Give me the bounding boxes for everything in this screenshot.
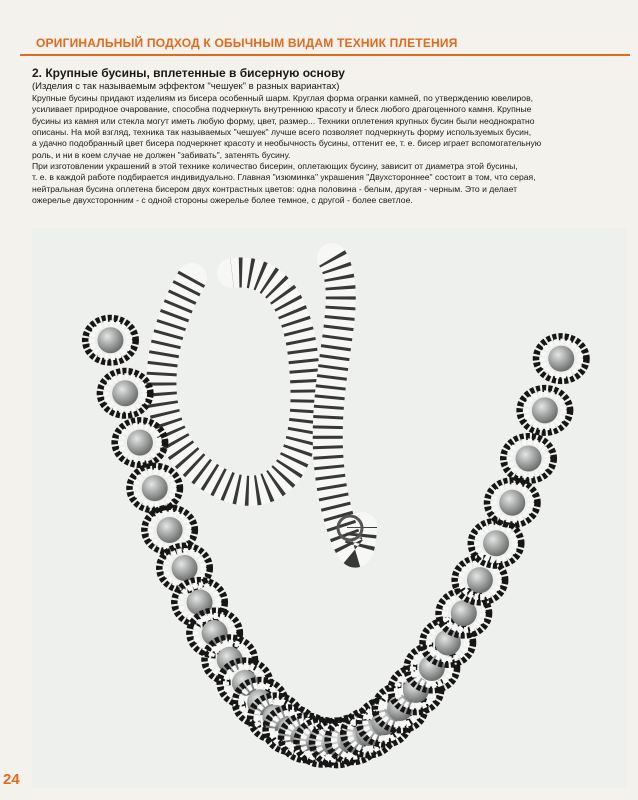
gray-bead [142, 475, 168, 501]
bead-scale [130, 466, 180, 510]
bead-scale [504, 436, 554, 480]
paragraph-intro: Крупные бусины придают изделиям из бисера особенный шарм. Круглая форма огранки камней, по утверждению ювелиров, усиливает природное очарование, способна подчеркнуть внутреннюю красоту и блеск любого драгоценного камня. Крупные бусины из камня или стекла могут иметь любую форму, цвет, размер... Техники оплетения крупных бусин были неоднократно описаны. На мой взгляд, техника так называемых "чешуек" лучше всего позволяет подчеркнуть форму используемых бусин, а удачно подобранный цвет бисера подчеркнет красоту и необычность бусины, оттенит ее, т. е. бисер играет вспомогательную роль, и ни в коем случае не должен "забивать", затенять бусину. [32, 93, 542, 160]
gray-bead [157, 517, 183, 543]
article-body [32, 93, 612, 206]
gray-bead [483, 530, 509, 556]
bead-scale [520, 388, 570, 432]
bead-scale [145, 508, 195, 552]
gray-bead [112, 380, 138, 406]
gray-bead [97, 327, 123, 353]
necklace-photo [32, 228, 626, 788]
section-heading: 2. Крупные бусины, вплетенные в бисерную основу [32, 66, 345, 80]
bead-scale [115, 421, 165, 465]
bead-scale [471, 521, 521, 565]
header-divider [20, 54, 630, 56]
gray-bead [127, 430, 153, 456]
gray-bead [419, 655, 445, 681]
gray-bead [467, 567, 493, 593]
bead-scale [536, 337, 586, 381]
bead-scale [85, 318, 135, 362]
bead-scale [487, 481, 537, 525]
gray-bead [499, 490, 525, 516]
paragraph-technique: При изготовлении украшений в этой технике количество бисерин, оплетающих бусину, зависит от диаметра этой бусины, т. е. в каждой работе подбирается индивидуально. Главная "изюминка" украшения "Двухстороннее" состоит в том, что серая, нейтральная бусина оплетена бисером двух контрастных цветов: одна половина - белым, другая - черным. Это и делает ожерелье двухсторонним - с одной стороны ожерелье более темное, с другой - более светлое. [32, 161, 536, 206]
gray-bead [172, 555, 198, 581]
gray-bead [516, 445, 542, 471]
gray-bead [548, 346, 574, 372]
chapter-title: ОРИГИНАЛЬНЫЙ ПОДХОД К ОБЫЧНЫМ ВИДАМ ТЕХНИК ПЛЕТЕНИЯ [36, 36, 458, 50]
section-subheading: (Изделия с так называемым эффектом "чешуек" в разных вариантах) [32, 81, 340, 92]
page-number: 24 [3, 771, 20, 788]
bead-scale [100, 371, 150, 415]
gray-bead [532, 397, 558, 423]
necklace-illustration [32, 228, 626, 788]
